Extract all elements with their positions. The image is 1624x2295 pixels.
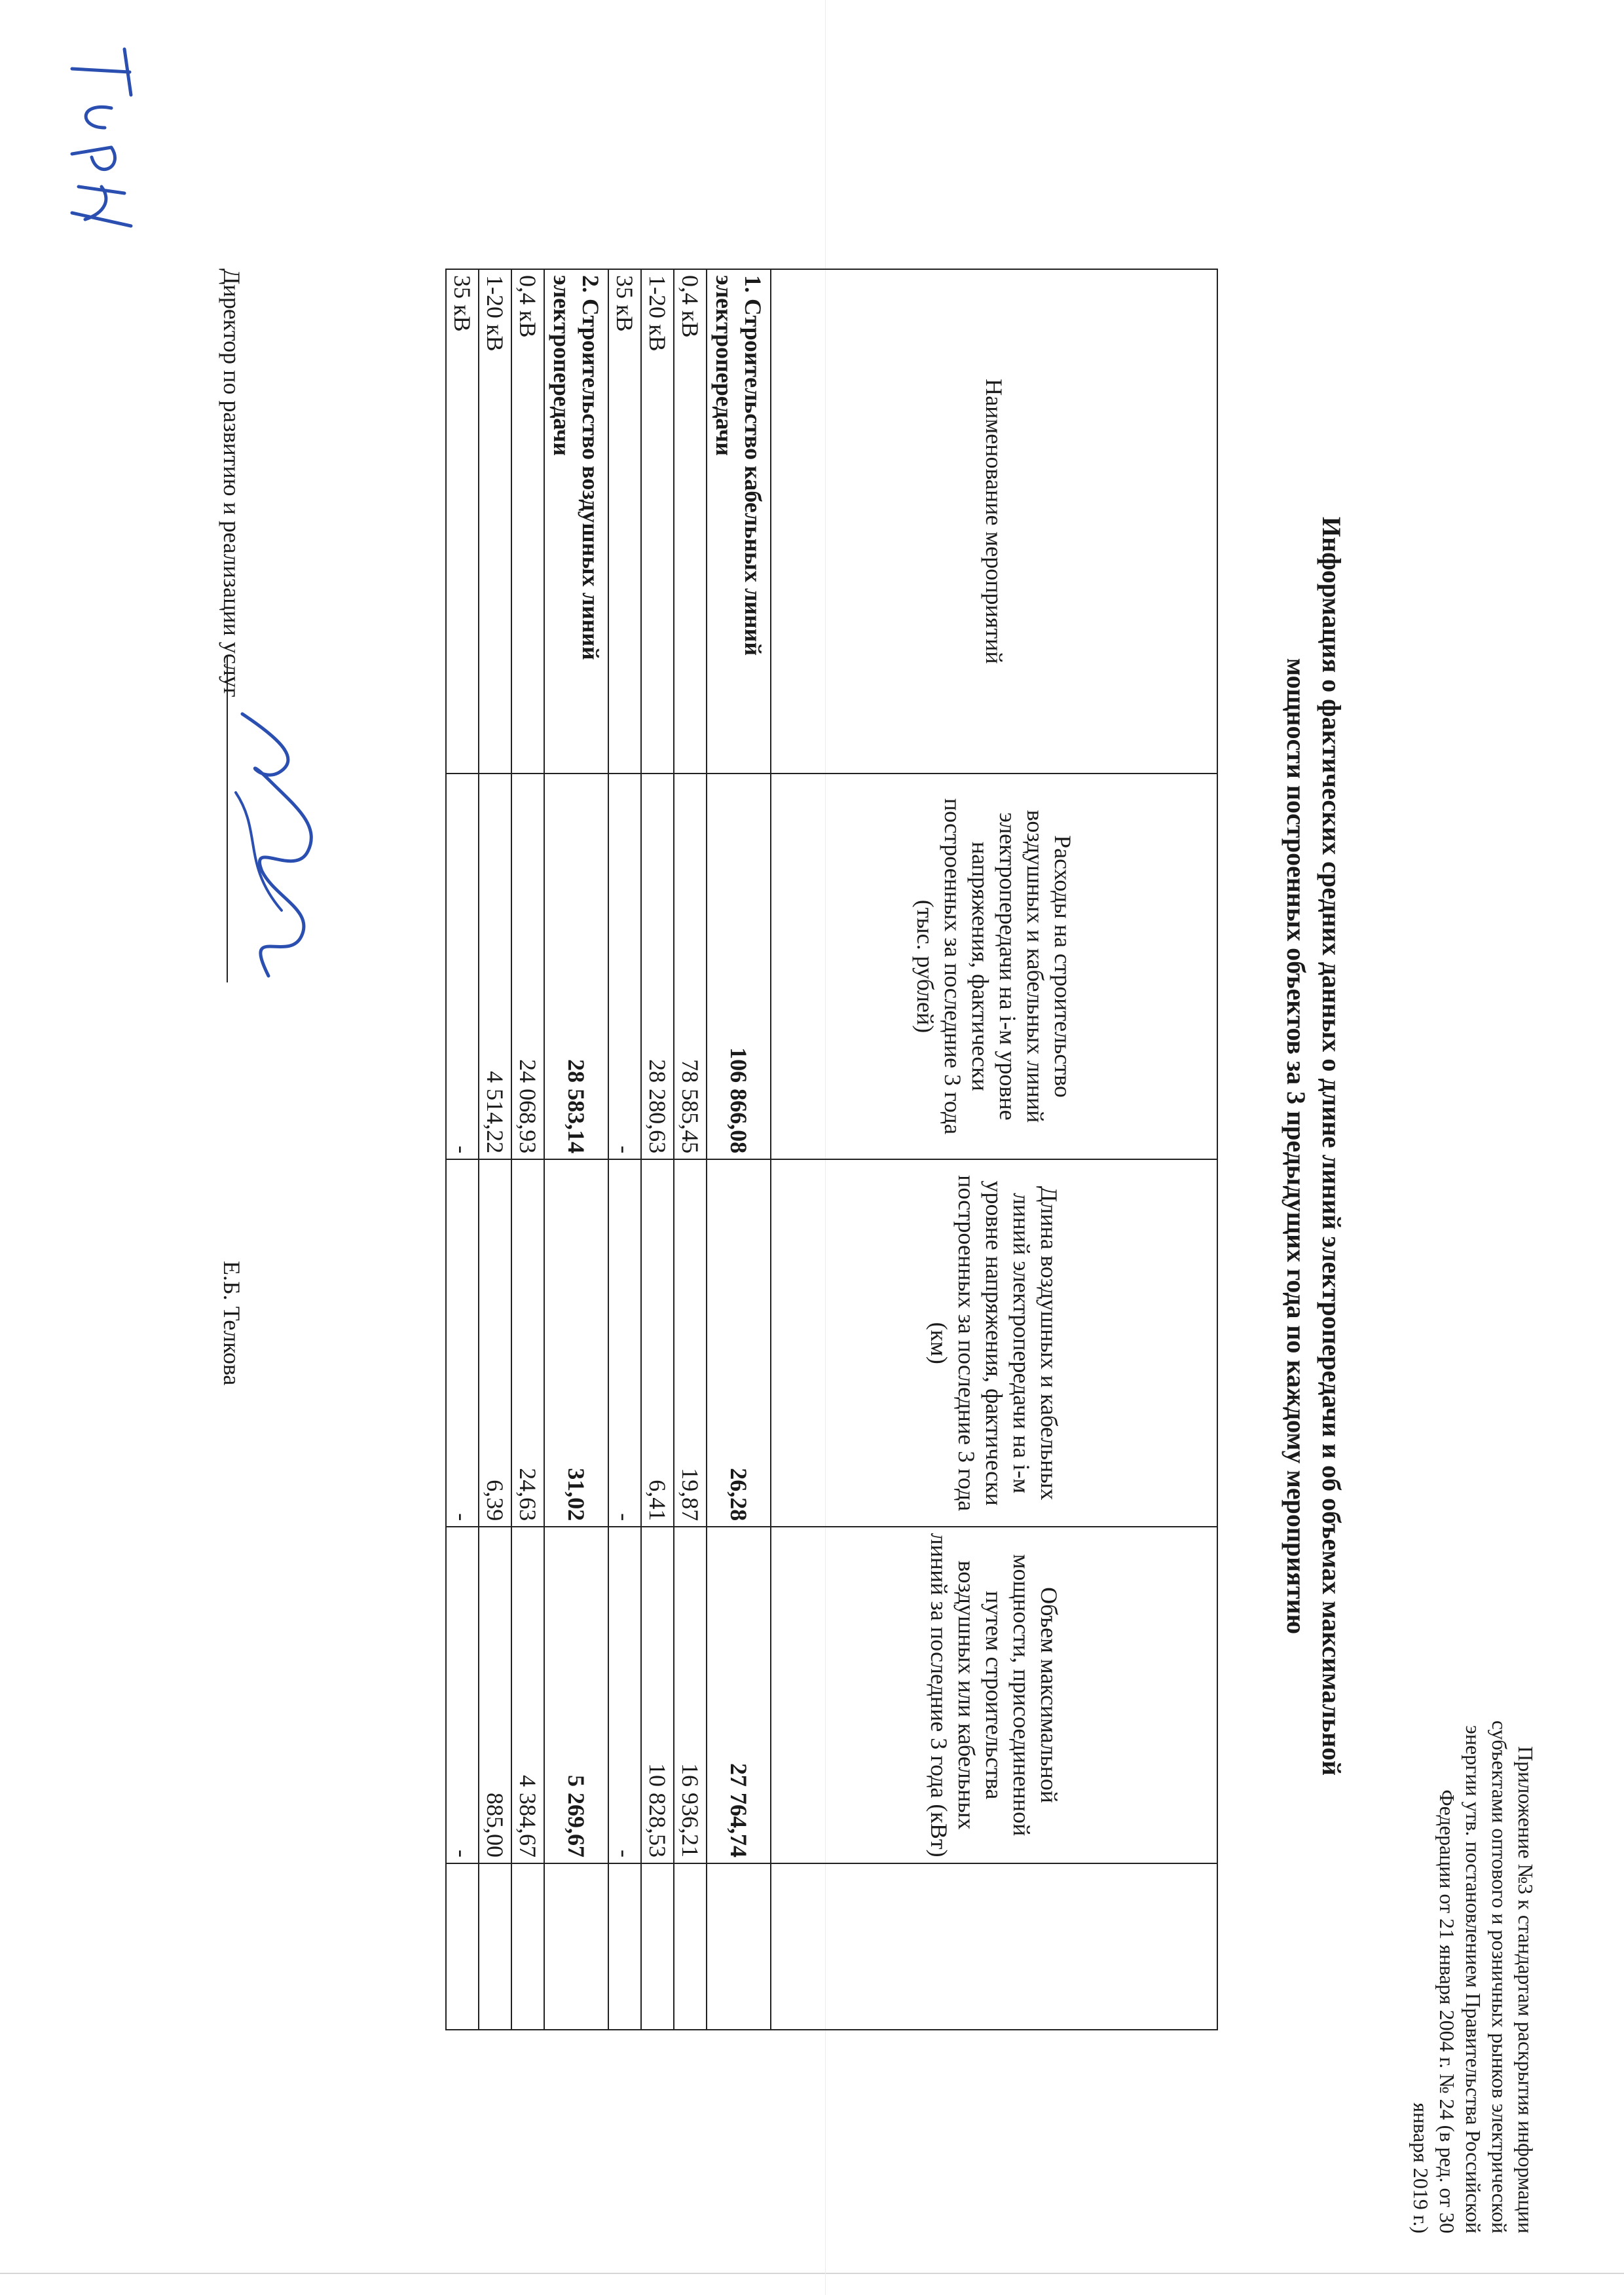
table-row [707, 269, 771, 2030]
table-row [446, 269, 479, 2030]
appendix-line: января 2019 г.) [1409, 2102, 1433, 2233]
header-empty [771, 1863, 1217, 2030]
cell-activity-name: 0,4 кВ [674, 269, 707, 774]
table-row [641, 269, 674, 2030]
cell-cost: 4 514,22 [479, 774, 511, 1159]
cell-power: 16 936,21 [674, 1527, 707, 1863]
cell-empty [544, 1863, 608, 2030]
cell-cost: 28 583,14 [544, 774, 608, 1159]
header-length: Длина воздушных и кабельных линий электропередачи на i-м уровне напряжения, фактически построенных за последние 3 года (км) [771, 1159, 1217, 1527]
appendix-line: Федерации от 21 января 2004 г. № 24 (в ред. от 30 [1435, 1789, 1459, 2233]
handwritten-margin-note [59, 36, 151, 246]
signer-position: Директор по развитию и реализации услуг [219, 269, 245, 698]
cell-activity-name: 35 кВ [446, 269, 479, 774]
title-line: Информация о фактических средних данных о длине линий электропередачи и об объемах максимальной [1317, 516, 1346, 1776]
cell-length: - [446, 1159, 479, 1527]
cell-length: 19,87 [674, 1159, 707, 1527]
cell-activity-name: 0,4 кВ [511, 269, 544, 774]
cell-power: 885,00 [479, 1527, 511, 1863]
cell-cost: - [446, 774, 479, 1159]
cell-power: 10 828,53 [641, 1527, 674, 1863]
data-table [445, 269, 1218, 2030]
header-activity-name: Наименование мероприятий [771, 269, 1217, 774]
cell-activity-name: 35 кВ [608, 269, 641, 774]
signer-name: Е.Б. Телкова [219, 1261, 245, 1386]
cell-empty [446, 1863, 479, 2030]
cell-cost: - [608, 774, 641, 1159]
appendix-line: субъектами оптового и розничных рынков электрической [1488, 1720, 1511, 2233]
cell-length: 26,28 [707, 1159, 771, 1527]
cell-length: - [608, 1159, 641, 1527]
appendix-line: Приложение №3 к стандартам раскрытия информации [1514, 1745, 1538, 2233]
cell-power: 4 384,67 [511, 1527, 544, 1863]
cell-empty [641, 1863, 674, 2030]
table-row [544, 269, 608, 2030]
cell-empty [608, 1863, 641, 2030]
table-row [511, 269, 544, 2030]
cell-cost: 78 585,45 [674, 774, 707, 1159]
title-line: мощности построенных объектов за 3 предыдущих года по каждому мероприятию [1282, 658, 1311, 1635]
cell-cost: 28 280,63 [641, 774, 674, 1159]
cell-empty [707, 1863, 771, 2030]
cell-cost: 106 866,08 [707, 774, 771, 1159]
cell-empty [479, 1863, 511, 2030]
document-title [1278, 262, 1349, 2030]
cell-activity-name: 1. Строительство кабельных линий электропередачи [707, 269, 771, 774]
table-row [674, 269, 707, 2030]
table-body [446, 269, 771, 2030]
appendix-line: энергии утв. постановлением Правительства Российской [1462, 1725, 1485, 2233]
cell-power: 5 269,67 [544, 1527, 608, 1863]
cell-length: 6,41 [641, 1159, 674, 1527]
signature-underline [227, 655, 228, 982]
cell-activity-name: 1-20 кВ [641, 269, 674, 774]
cell-length: 24,63 [511, 1159, 544, 1527]
cell-cost: 24 068,93 [511, 774, 544, 1159]
cell-empty [674, 1863, 707, 2030]
cell-activity-name: 1-20 кВ [479, 269, 511, 774]
appendix-note [1408, 1389, 1539, 2233]
cell-power: - [608, 1527, 641, 1863]
header-power: Объем максимальной мощности, присоединенной путем строительства воздушных или кабельных линий за последние 3 года (кВт) [771, 1527, 1217, 1863]
table-header-row [771, 269, 1217, 2030]
header-cost: Расходы на строительство воздушных и кабельных линий электропередачи на i-м уровне напряжения, фактически построенных за последние 3 года (тыс. рублей) [771, 774, 1217, 1159]
cell-length: 6,39 [479, 1159, 511, 1527]
cell-power: - [446, 1527, 479, 1863]
cell-activity-name: 2. Строительство воздушных линий электропередачи [544, 269, 608, 774]
cell-length: 31,02 [544, 1159, 608, 1527]
table-row [479, 269, 511, 2030]
cell-empty [511, 1863, 544, 2030]
signature-block [218, 269, 246, 2037]
cell-power: 27 764,74 [707, 1527, 771, 1863]
table-row [608, 269, 641, 2030]
